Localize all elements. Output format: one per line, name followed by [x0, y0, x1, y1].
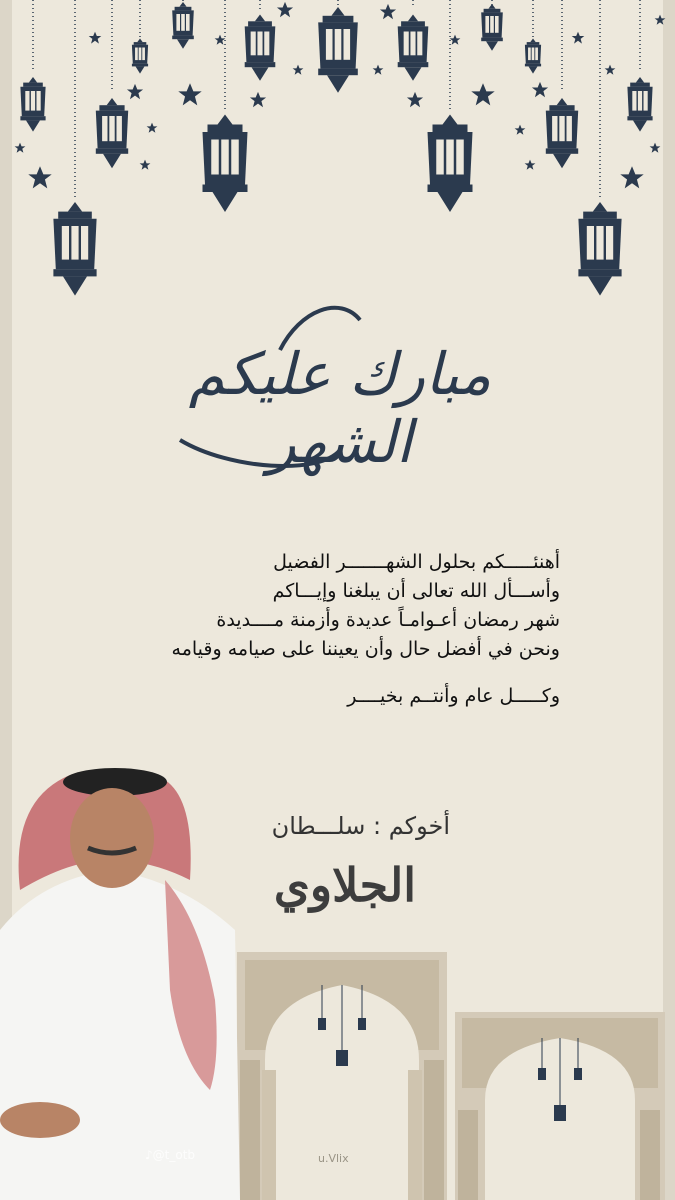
brand-watermark: u.Vlix	[318, 1152, 349, 1165]
sender-name: الجلاوي	[273, 858, 417, 912]
greeting-title: مبارك عليكم الشهر	[188, 340, 492, 476]
sender-prefix: أخوكم : سلـــطان	[271, 812, 450, 840]
message-line: ونحن في أفضل حال وأن يعيننا على صيامه وقيامه	[171, 638, 560, 660]
message-line: وأســـأل الله تعالى أن يبلغنا وإيـــاكم	[272, 580, 560, 602]
message-line: شهر رمضان أعـوامـاً عديدة وأزمنة مــــديدة	[216, 609, 560, 631]
tiktok-watermark: ♪@t_otb	[145, 1148, 196, 1162]
message-line: أهنئـــــكم بحلول الشهـــــــر الفضيل	[273, 551, 560, 573]
closing-line: وكـــــل عام وأنتــم بخيــــر	[347, 685, 560, 707]
